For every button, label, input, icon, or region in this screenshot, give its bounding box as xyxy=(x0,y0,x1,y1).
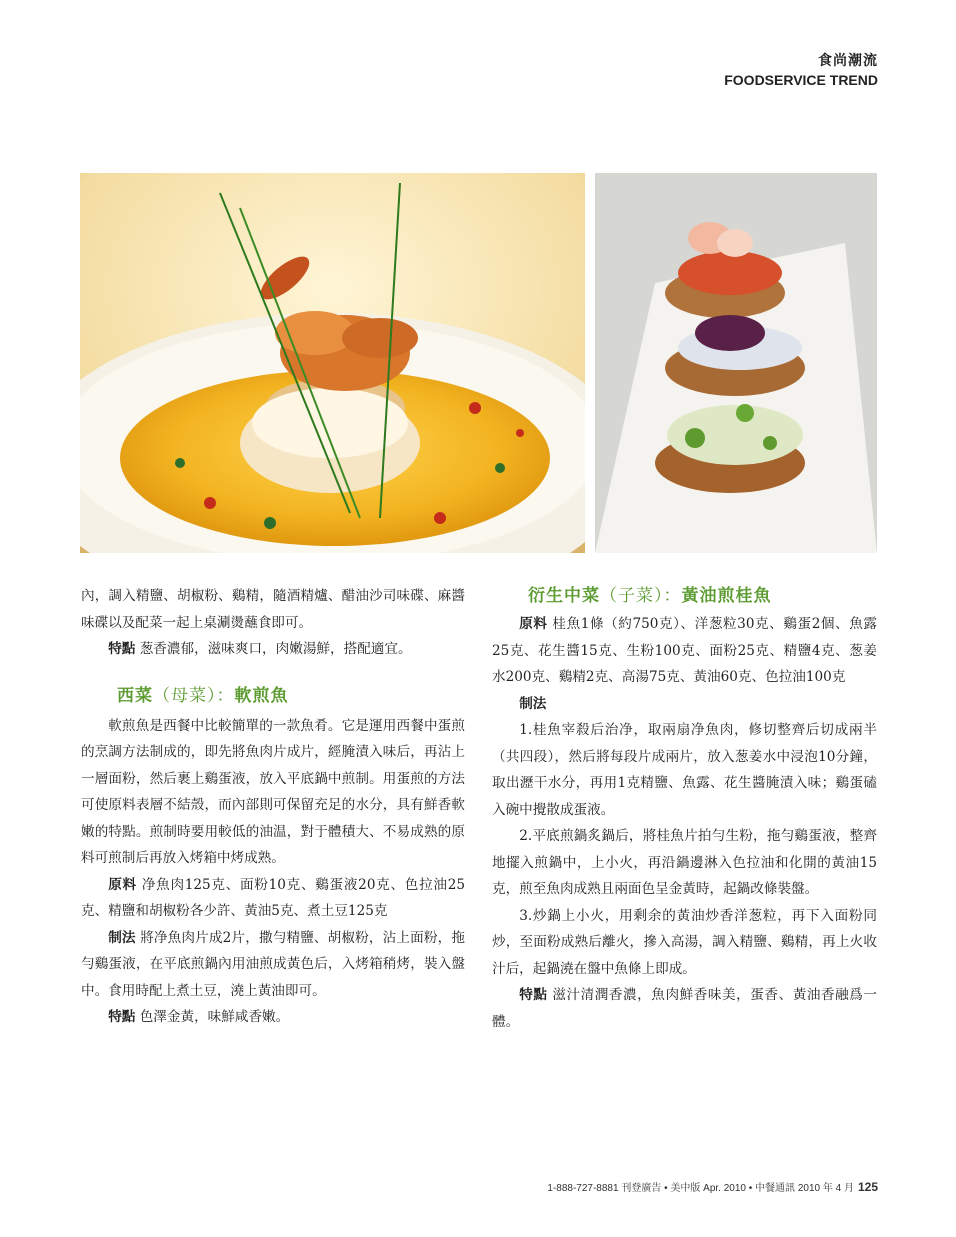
section-title-part-c: 軟煎魚 xyxy=(234,685,289,706)
section-title-part-c: 黃油煎桂魚 xyxy=(681,586,772,606)
section-title-western xyxy=(117,683,465,709)
section-title-sep: ： xyxy=(663,586,682,606)
fish-dish-photo xyxy=(80,173,585,553)
section-title-part-a: 衍生中菜 xyxy=(528,586,600,606)
header-title-en: FOODSERVICE TREND xyxy=(724,72,878,88)
method-step-2: 2.平底煎鍋炙鍋后，將桂魚片拍勻生粉，拖勻鷄蛋液，整齊地擺入煎鍋中，上小火，再沿鍋邊淋入色拉油和化開的黃油15克，煎至魚肉成熟且兩面色呈金黃時，起鍋改條裝盤。 xyxy=(492,828,877,897)
left-paragraph-1: 內，調入精鹽、胡椒粉、鷄精，隨酒精爐、醋油沙司味碟、麻醬味碟以及配菜一起上桌涮燙蘸食即可。 xyxy=(81,588,465,631)
right-text-column xyxy=(492,583,877,1035)
section-title-part-b: （母菜） xyxy=(153,685,217,706)
feature-label: 特點 xyxy=(108,641,136,657)
feature-label: 特點 xyxy=(519,987,548,1003)
method-step-1: 1.桂魚宰殺后治净，取兩扇净魚肉，修切整齊后切成兩半（共四段），然后將每段片成兩片，放入葱姜水中浸泡10分鐘，取出瀝干水分，再用1克精鹽、魚露、花生醬腌漬入味；鷄蛋磕入碗中攪散成蛋液。 xyxy=(492,722,877,818)
method-text: 將净魚肉片成2片，撒勻精鹽、胡椒粉，沾上面粉，拖勻鷄蛋液，在平底煎鍋內用油煎成黃色后，入烤箱稍烤，裝入盤中。食用時配上煮土豆，澆上黃油即可。 xyxy=(81,929,466,999)
feature-text-2: 色澤金黃，味鮮咸香嫩。 xyxy=(135,1009,290,1025)
left-text-column xyxy=(81,583,465,1031)
method-heading: 制法 xyxy=(519,695,547,712)
method-step-3: 3.炒鍋上小火，用剩余的黃油炒香洋葱粒，再下入面粉同炒，至面粉成熟后離火，摻入高湯，調入精鹽、鷄精，再上火收汁后，起鍋澆在盤中魚條上即成。 xyxy=(492,907,877,977)
header-title-cn: 食尚潮流 xyxy=(818,53,878,69)
feature-paragraph xyxy=(492,982,877,1035)
section-title-chinese xyxy=(528,583,877,609)
footer-text: 1-888-727-8881 刊登廣告 • 美中版 Apr. 2010 • 中餐通訊 2010 年 4 月 xyxy=(547,1183,854,1194)
ingredients-label: 原料 xyxy=(108,876,137,893)
ingredients-paragraph xyxy=(81,872,465,925)
method-label: 制法 xyxy=(108,929,136,946)
crostini-photo xyxy=(595,173,877,553)
feature-text: 葱香濃郁，滋味爽口，肉嫩湯鮮，搭配適宜。 xyxy=(135,641,412,657)
page-number: 125 xyxy=(857,1180,878,1194)
feature-label-2: 特點 xyxy=(108,1009,136,1025)
ingredients-text: 桂魚1條（約750克）、洋葱粒30克、鷄蛋2個、魚露25克、花生醬15克、生粉100克、面粉25克、精鹽4克、葱姜水200克、鷄精2克、高湯75克、黃油60克、色拉油100克 xyxy=(492,616,878,685)
section-title-sep: ： xyxy=(216,685,235,706)
method-paragraph xyxy=(81,925,465,1005)
intro-paragraph: 軟煎魚是西餐中比較簡單的一款魚肴。它是運用西餐中蛋煎的烹調方法制成的，即先將魚肉片成片，經腌漬入味后，再沾上一層面粉，然后裹上鷄蛋液，放入平底鍋中煎制。用蛋煎的方法可使原料表層不結殼，而內部則可保留充足的水分，具有鮮香軟嫩的特點。煎制時要用較低的油温，對于體積大、不易成熟的原料可煎制后再放入烤箱中烤成熟。 xyxy=(81,717,465,866)
feature-text: 滋汁清潤香濃，魚肉鮮香味美，蛋香、黃油香融爲一體。 xyxy=(492,987,877,1030)
page-footer xyxy=(547,1179,878,1194)
section-title-part-b: （子菜） xyxy=(600,586,664,606)
ingredients-label: 原料 xyxy=(519,616,548,632)
section-title-part-a: 西菜 xyxy=(117,685,153,706)
page-header xyxy=(724,50,878,88)
ingredients-text: 净魚肉125克、面粉10克、鷄蛋液20克、色拉油25克、精鹽和胡椒粉各少許、黃油5克、煮土豆125克 xyxy=(81,876,466,919)
left-feature-paragraph xyxy=(81,636,465,663)
feature-paragraph-2 xyxy=(81,1004,465,1031)
ingredients-paragraph xyxy=(492,611,877,691)
